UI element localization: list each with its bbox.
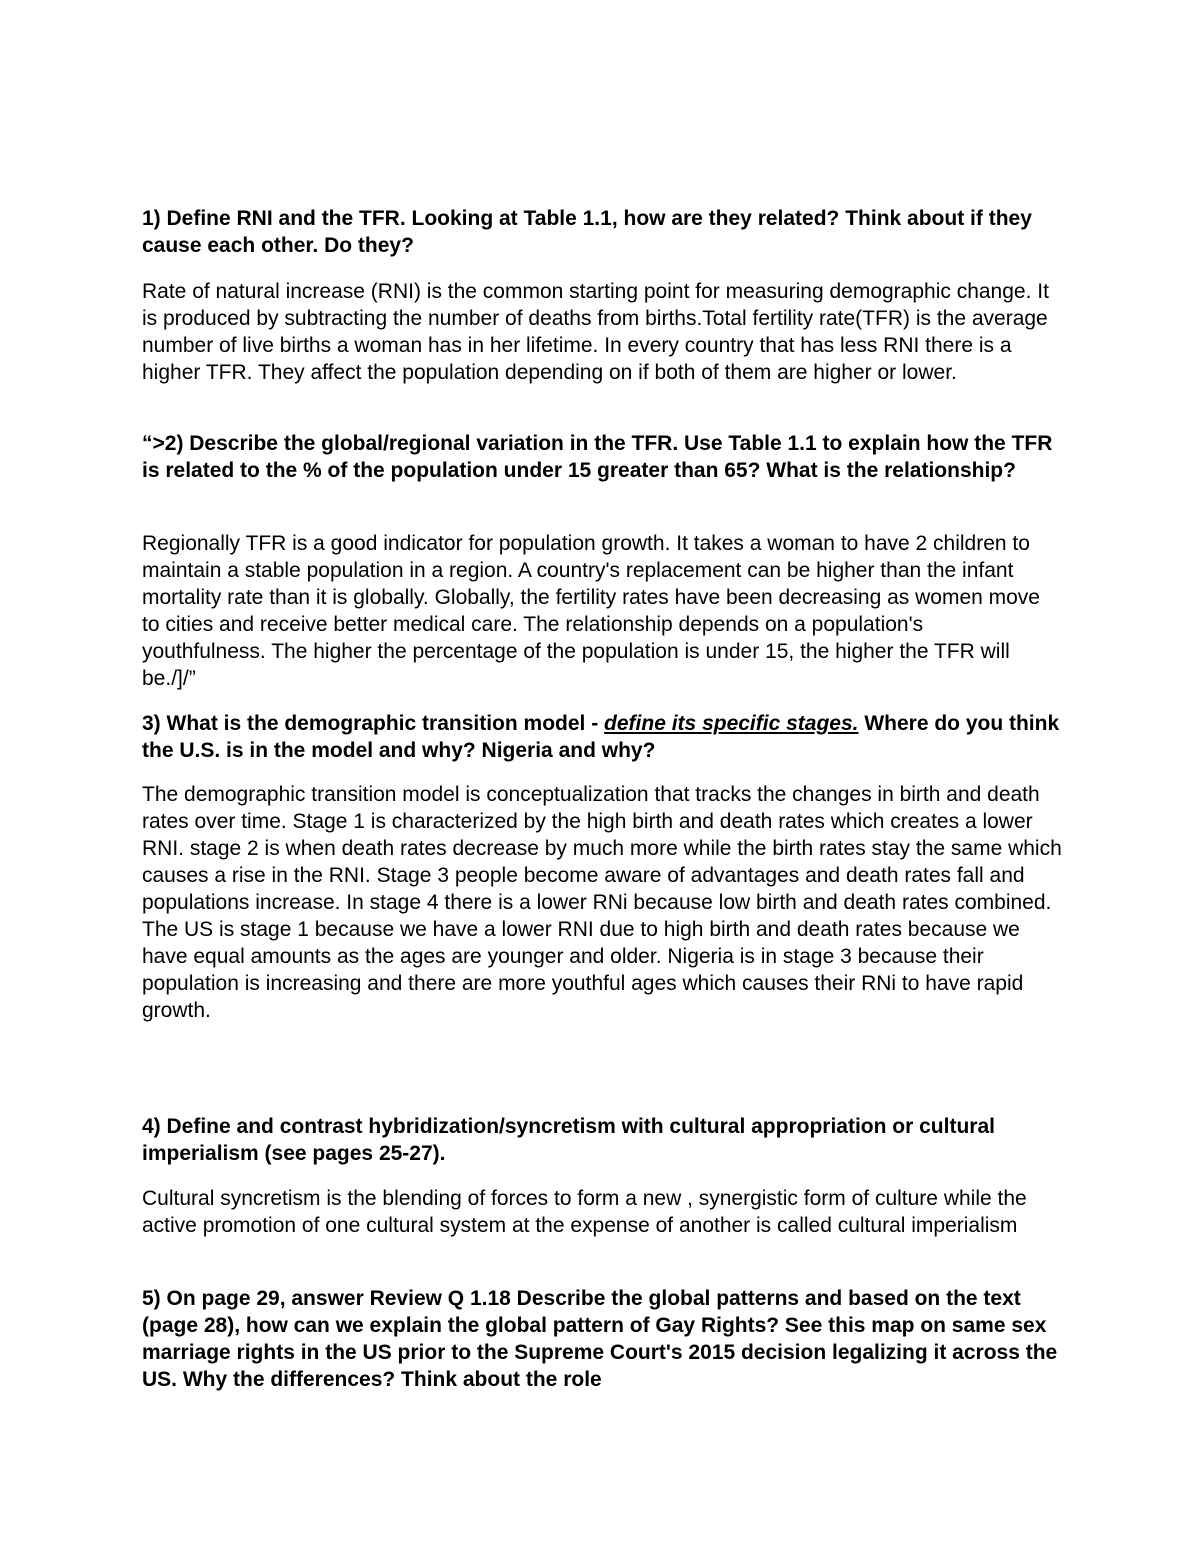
- question-3-text-end: Where do you think the U.S. is in the model and why? Nigeria and why?: [142, 712, 1060, 762]
- question-3: [142, 710, 1067, 764]
- question-2: “>2) Describe the global/regional variation in the TFR. Use Table 1.1 to explain how the TFR is related to the % of the population under 15 greater than 65? What is the relationship?: [142, 432, 1053, 482]
- question-3-text: 3) What is the demographic transition model -: [142, 712, 605, 735]
- question-4: 4) Define and contrast hybridization/syncretism with cultural appropriation or cultural imperialism (see pages 25-27).: [142, 1115, 995, 1165]
- answer-2: Regionally TFR is a good indicator for population growth. It takes a woman to have 2 children to maintain a stable population in a region. A country's replacement can be higher than the infant mortality rate than it is globally. Globally, the fertility rates have been decreasing as women move to cities and receive better medical care. The relationship depends on a population's youthfulness. The higher the percentage of the population is under 15, the higher the TFR will be./]/”: [142, 532, 1040, 690]
- question-1: 1) Define RNI and the TFR. Looking at Table 1.1, how are they related? Think about if they cause each other. Do they?: [142, 207, 1032, 257]
- question-3-emphasis: define its specific stages.: [604, 712, 859, 735]
- answer-3: The demographic transition model is conceptualization that tracks the changes in birth and death rates over time. Stage 1 is characterized by the high birth and death rates which creates a lower RNI. stage 2 is when death rates decrease by much more while the birth rates stay the same which causes a rise in the RNI. Stage 3 people become aware of advantages and death rates fall and populations increase. In stage 4 there is a lower RNi because low birth and death rates combined. The US is stage 1 because we have a lower RNI due to high birth and death rates because we have equal amounts as the ages are younger and older. Nigeria is in stage 3 because their population is increasing and there are more youthful ages which causes their RNi to have rapid growth.: [142, 783, 1062, 1022]
- answer-1: Rate of natural increase (RNI) is the common starting point for measuring demographic change. It is produced by subtracting the number of deaths from births.Total fertility rate(TFR) is the average number of live births a woman has in her lifetime. In every country that has less RNI there is a higher TFR. They affect the population depending on if both of them are higher or lower.: [142, 280, 1049, 384]
- question-5: 5) On page 29, answer Review Q 1.18 Describe the global patterns and based on the text (page 28), how can we explain the global pattern of Gay Rights? See this map on same sex marriage rights in the US prior to the Supreme Court's 2015 decision legalizing it across the US. Why the differences? Think about the role: [142, 1287, 1058, 1391]
- answer-4: Cultural syncretism is the blending of forces to form a new , synergistic form of culture while the active promotion of one cultural system at the expense of another is called cultural imperialism: [142, 1187, 1027, 1237]
